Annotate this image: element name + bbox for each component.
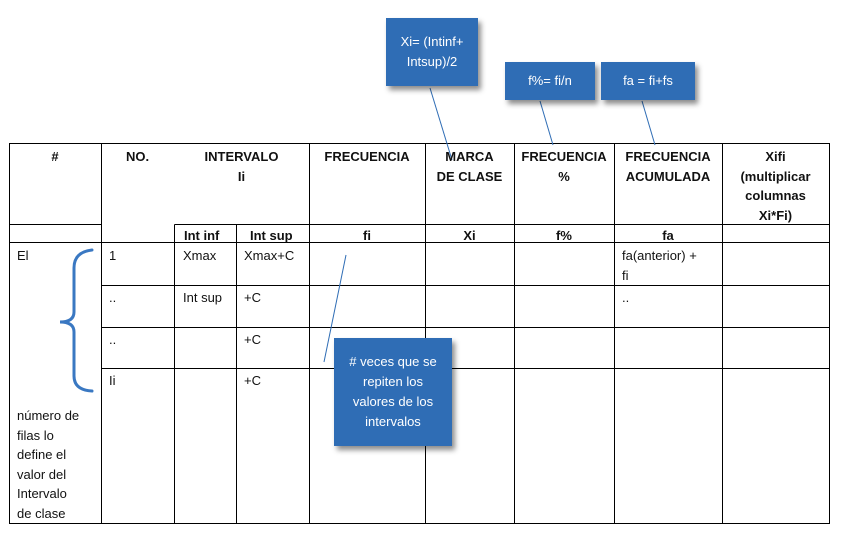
row-no: 1 xyxy=(109,248,117,263)
curly-brace-icon xyxy=(60,250,92,391)
fpct-callout-pointer xyxy=(540,101,553,145)
row-int-sup: Xmax+C xyxy=(244,248,295,263)
header-frecuencia-acumulada: FRECUENCIA ACUMULADA xyxy=(625,149,711,184)
row-no: Ii xyxy=(109,373,116,388)
xi-formula-text: Xi= (Intinf+ Intsup)/2 xyxy=(400,34,464,69)
row-int-inf: Int sup xyxy=(183,290,223,305)
row-int-sup: +C xyxy=(244,373,261,388)
first-col-top-text: El xyxy=(17,248,29,263)
header-xifi: Xifi (multiplicar columnas Xi*Fi) xyxy=(740,149,811,223)
subheader-fi: fi xyxy=(363,228,371,243)
xi-formula-callout xyxy=(386,18,478,86)
subheader-xi: Xi xyxy=(463,228,476,243)
fi-description-text: # veces que se repiten los valores de los intervalos xyxy=(349,354,437,429)
header-no: NO. xyxy=(125,149,150,164)
fa-formula-text: fa = fi+fs xyxy=(623,73,673,88)
fa-callout-pointer xyxy=(642,101,655,145)
row-fa: fa(anterior) + fi xyxy=(622,248,697,283)
subheader-f-pct: f% xyxy=(556,228,572,243)
row-int-sup: +C xyxy=(244,290,261,305)
row-int-sup: +C xyxy=(244,332,261,347)
header-frecuencia-pct: FRECUENCIA % xyxy=(521,149,607,184)
subheader-int-inf: Int inf xyxy=(184,228,220,243)
row-int-inf: Xmax xyxy=(183,248,217,263)
first-col-bottom-text: número de filas lo define el valor del Intervalo de clase xyxy=(17,408,80,521)
subheader-fa: fa xyxy=(662,228,674,243)
row-no: .. xyxy=(109,332,117,347)
subheader-int-sup: Int sup xyxy=(250,228,293,243)
header-frecuencia: FRECUENCIA xyxy=(324,149,410,164)
row-fa: .. xyxy=(622,290,630,305)
header-hash: # xyxy=(51,149,59,164)
fi-description-callout xyxy=(334,338,452,446)
header-intervalo: INTERVALO Ii xyxy=(204,149,279,184)
fpct-formula-text: f%= fi/n xyxy=(528,73,572,88)
header-marca-de-clase: MARCA DE CLASE xyxy=(436,149,503,184)
fa-formula-callout xyxy=(601,62,695,100)
table-border xyxy=(10,144,830,524)
fpct-formula-callout xyxy=(505,62,595,100)
row-no: .. xyxy=(109,290,117,305)
